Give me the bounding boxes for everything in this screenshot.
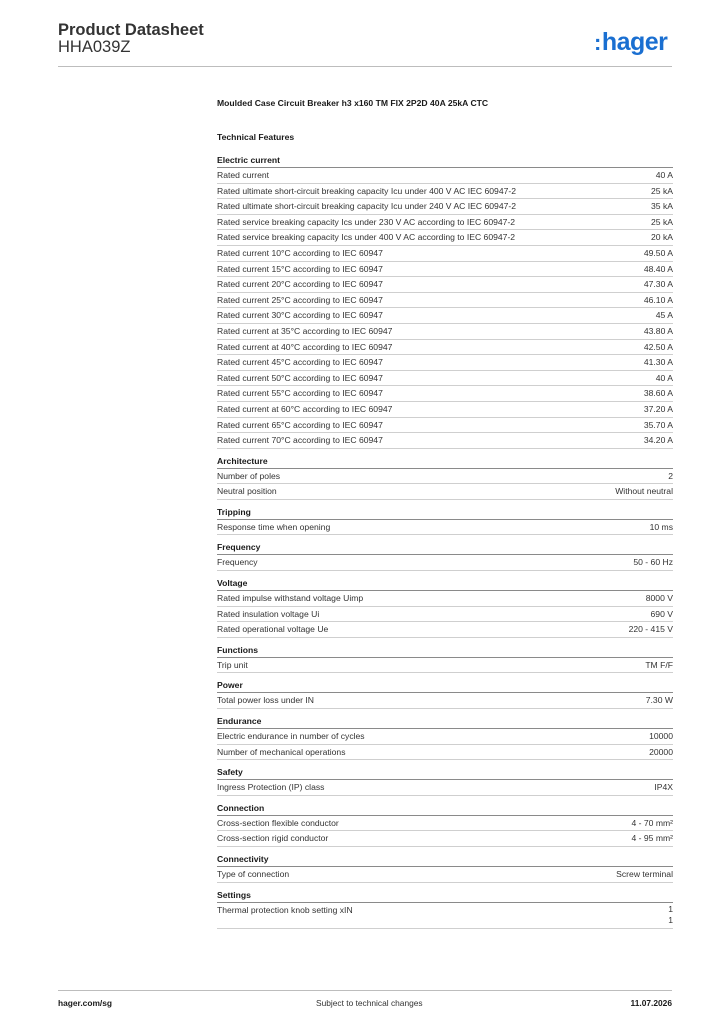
spec-value: 35.70 A: [643, 419, 673, 430]
spec-name: Rated service breaking capacity Ics under 400 V AC according to IEC 60947-2: [217, 232, 516, 243]
product-code: HHA039Z: [58, 38, 131, 56]
spec-name: Response time when opening: [217, 521, 331, 532]
spec-name: Rated current at 60°C according to IEC 60947: [217, 403, 393, 414]
spec-name: Rated current: [217, 170, 270, 180]
spec-row: [217, 168, 673, 184]
section-title: Power: [217, 679, 673, 693]
spec-name: Neutral position: [217, 486, 277, 497]
spec-section: [217, 455, 673, 500]
spec-sections: [217, 154, 673, 929]
spec-section: [217, 644, 673, 674]
spec-name: Rated current 70°C according to IEC 60947: [217, 435, 383, 446]
spec-name: Rated current 10°C according to IEC 60947: [217, 247, 383, 258]
spec-name: Number of mechanical operations: [217, 746, 346, 757]
spec-row: [217, 693, 673, 709]
spec-row: [217, 324, 673, 340]
spec-row: [217, 262, 673, 278]
spec-value: 49.50 A: [643, 247, 673, 258]
spec-name: Rated current 45°C according to IEC 60947: [217, 357, 383, 368]
spec-row: [217, 371, 673, 387]
spec-row: [217, 386, 673, 402]
spec-row: [217, 355, 673, 371]
spec-name: Thermal protection knob setting xIN: [217, 904, 353, 915]
spec-row: [217, 831, 673, 847]
spec-value: 8000 V: [645, 593, 673, 604]
spec-name: Rated current 50°C according to IEC 60947: [217, 372, 383, 383]
spec-name: Rated ultimate short-circuit breaking capacity Icu under 240 V AC IEC 60947-2: [217, 201, 517, 212]
spec-row: [217, 215, 673, 231]
spec-value: 37.20 A: [643, 403, 673, 414]
spec-row: [217, 484, 673, 500]
spec-row: [217, 658, 673, 674]
technical-features-heading: Technical Features: [217, 132, 295, 142]
spec-value: [668, 904, 673, 926]
logo-prefix: :: [594, 30, 601, 55]
spec-value: 4 - 70 mm²: [631, 817, 673, 828]
spec-value: 2: [668, 470, 673, 481]
logo-text: hager: [601, 28, 668, 56]
spec-name: Ingress Protection (IP) class: [217, 782, 325, 793]
spec-row: [217, 780, 673, 796]
spec-value: 43.80 A: [643, 325, 673, 336]
spec-row: [217, 903, 673, 929]
spec-value: 690 V: [650, 608, 673, 619]
spec-name: Rated current at 40°C according to IEC 60947: [217, 341, 393, 352]
header-divider: [58, 66, 672, 67]
spec-row: [217, 729, 673, 745]
spec-row: [217, 308, 673, 324]
spec-value: 220 - 415 V: [628, 624, 673, 635]
spec-name: Rated service breaking capacity Ics under 230 V AC according to IEC 60947-2: [217, 216, 516, 227]
section-title: Connectivity: [217, 853, 673, 867]
spec-name: Type of connection: [217, 869, 290, 879]
spec-name: Rated current 25°C according to IEC 60947: [217, 294, 383, 305]
section-title: Electric current: [217, 154, 673, 168]
section-title: Voltage: [217, 577, 673, 591]
spec-section: [217, 154, 673, 449]
spec-value: 41.30 A: [643, 357, 673, 368]
spec-value: 10 ms: [649, 521, 673, 532]
spec-value: 40 A: [655, 170, 673, 180]
spec-section: [217, 853, 673, 883]
spec-value-line: 1: [668, 903, 673, 914]
footer-note: Subject to technical changes: [316, 998, 423, 1008]
footer-divider: [58, 990, 672, 991]
spec-value: IP4X: [654, 782, 673, 793]
spec-row: [217, 184, 673, 200]
spec-value-line: 1: [668, 914, 673, 925]
spec-row: [217, 199, 673, 215]
spec-row: [217, 277, 673, 293]
section-title: Connection: [217, 802, 673, 816]
spec-name: Rated current 65°C according to IEC 60947: [217, 419, 383, 430]
spec-row: [217, 591, 673, 607]
spec-row: [217, 293, 673, 309]
spec-name: Number of poles: [217, 470, 281, 481]
datasheet-content: [217, 96, 673, 929]
spec-name: Rated current 15°C according to IEC 60947: [217, 263, 383, 274]
spec-section: [217, 802, 673, 847]
section-title: Endurance: [217, 715, 673, 729]
footer-date: 11.07.2026: [630, 998, 672, 1008]
spec-value: 46.10 A: [643, 294, 673, 305]
spec-name: Rated current at 35°C according to IEC 60947: [217, 325, 393, 336]
spec-row: [217, 867, 673, 883]
section-title: Settings: [217, 889, 673, 903]
section-title: Tripping: [217, 506, 673, 520]
spec-value: Screw terminal: [616, 869, 673, 879]
spec-value: 25 kA: [651, 216, 673, 227]
spec-section: [217, 506, 673, 536]
section-title: Architecture: [217, 455, 673, 469]
spec-value: 10000: [649, 731, 673, 742]
spec-value: Without neutral: [615, 486, 673, 497]
spec-value: TM F/F: [645, 659, 673, 670]
spec-row: [217, 402, 673, 418]
spec-value: 42.50 A: [643, 341, 673, 352]
section-title: Safety: [217, 766, 673, 780]
spec-name: Rated impulse withstand voltage Uimp: [217, 593, 364, 604]
spec-row: [217, 433, 673, 449]
spec-value: 48.40 A: [643, 263, 673, 274]
spec-section: [217, 541, 673, 571]
spec-row: [217, 555, 673, 571]
spec-value: 35 kA: [651, 201, 673, 212]
spec-name: Trip unit: [217, 659, 248, 670]
spec-value: 20000: [649, 746, 673, 757]
spec-name: Cross-section flexible conductor: [217, 817, 339, 828]
spec-value: 7.30 W: [645, 695, 673, 706]
spec-row: [217, 418, 673, 434]
doc-title: Product Datasheet: [58, 21, 204, 39]
spec-value: 25 kA: [651, 185, 673, 196]
spec-row: [217, 246, 673, 262]
spec-value: 50 - 60 Hz: [633, 557, 673, 568]
spec-name: Frequency: [217, 557, 258, 568]
spec-row: [217, 230, 673, 246]
spec-name: Rated current 55°C according to IEC 60947: [217, 388, 383, 399]
product-name: Moulded Case Circuit Breaker h3 x160 TM FIX 2P2D 40A 25kA CTC: [217, 98, 489, 108]
spec-section: [217, 577, 673, 638]
spec-value: 40 A: [655, 372, 673, 383]
spec-name: Total power loss under IN: [217, 695, 314, 706]
spec-section: [217, 715, 673, 760]
spec-name: Rated ultimate short-circuit breaking capacity Icu under 400 V AC IEC 60947-2: [217, 185, 517, 196]
spec-name: Rated operational voltage Ue: [217, 624, 329, 635]
footer-website: hager.com/sg: [58, 998, 112, 1008]
spec-section: [217, 766, 673, 796]
spec-row: [217, 340, 673, 356]
spec-row: [217, 816, 673, 832]
spec-name: Rated current 30°C according to IEC 60947: [217, 310, 383, 321]
spec-value: 38.60 A: [643, 388, 673, 399]
spec-value: 34.20 A: [643, 435, 673, 446]
spec-row: [217, 520, 673, 536]
section-title: Functions: [217, 644, 673, 658]
spec-section: [217, 679, 673, 709]
spec-value: 4 - 95 mm²: [631, 833, 673, 844]
spec-name: Cross-section rigid conductor: [217, 833, 329, 844]
spec-row: [217, 607, 673, 623]
spec-name: Rated current 20°C according to IEC 60947: [217, 279, 383, 290]
section-title: Frequency: [217, 541, 673, 555]
spec-value: 20 kA: [651, 232, 673, 243]
spec-row: [217, 622, 673, 638]
spec-row: [217, 745, 673, 761]
spec-name: Rated insulation voltage Ui: [217, 608, 320, 619]
spec-name: Electric endurance in number of cycles: [217, 731, 365, 742]
hager-logo: [594, 28, 667, 57]
spec-value: 45 A: [655, 310, 673, 321]
spec-row: [217, 469, 673, 485]
spec-value: 47.30 A: [643, 279, 673, 290]
spec-section: [217, 889, 673, 929]
